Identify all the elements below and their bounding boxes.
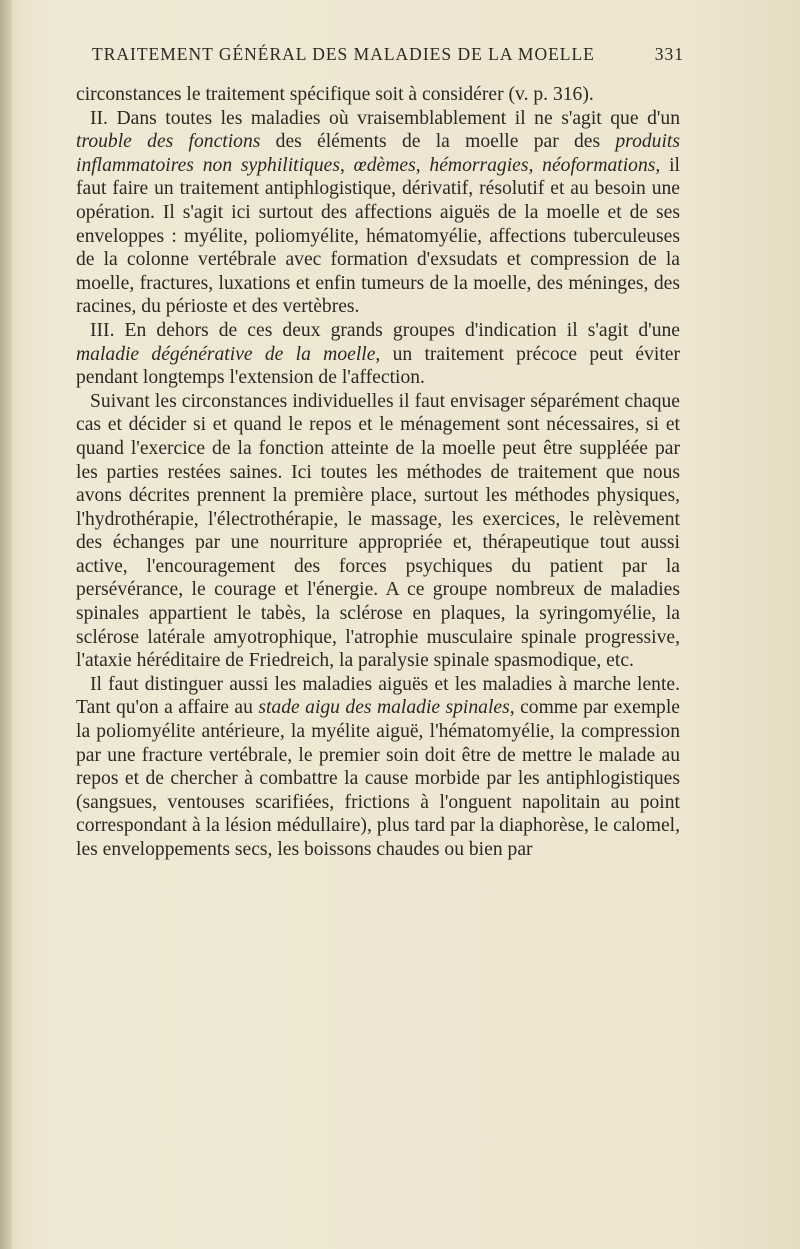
text-run: II. Dans toutes les maladies où vraisemblablement il ne s'agit que d'un [90,107,680,129]
text-run: circonstances le traitement spécifique soit à considérer (v. p. 316). [76,84,594,105]
paragraph-5 [76,673,680,862]
italic-run: produits inflammatoires non syphilitiques, œdèmes, hémorragies, néoformations, [76,131,680,176]
paragraph-1 [76,83,680,107]
text-run: Suivant les circonstances individuelles il faut envisager séparément chaque cas et décider si et quand le repos et le ménagement sont nécessaires, si et quand l'exercice de la fonction atteinte de la moelle peut être suppléée par les parties restées saines. Ici toutes les méthodes de traitement que nous avons décrites prennent la première place, surtout les méthodes physiques, l'hydrothérapie, l'électrothérapie, le massage, les exercices, le relèvement des échanges par une nourriture appropriée et, thérapeutique tout aussi active, l'encouragement des forces psychiques du patient par la persévérance, le courage et l'énergie. A ce groupe nombreux de maladies spinales appartient le tabès, la sclérose en plaques, la syringomyélie, la sclérose latérale amyotrophique, l'atrophie musculaire spinale progressive, l'ataxie héréditaire de Friedreich, la paralysie spinale spasmodique, etc. [76,390,680,672]
text-run: , comme par exemple la poliomyélite antérieure, la myélite aiguë, l'hématomyélie, la compression par une fracture vertébrale, le premier soin doit être de mettre le malade au repos et de chercher à combattre la cause morbide par les antiphlogistiques (sangsues, ventouses scarifiées, frictions à l'onguent napolitain au point correspondant à la lésion médullaire), plus tard par la diaphorèse, le calomel, les enveloppements secs, les boissons chaudes ou bien par [76,697,680,860]
running-header [92,44,684,65]
page-number: 331 [654,44,684,64]
italic-run: stade aigu des maladie spinales [258,697,510,719]
text-run: des éléments de la moelle par des [260,131,616,153]
italic-run: maladie dégénérative de la moelle [76,343,376,365]
paragraph-2 [76,107,680,319]
text-run: il faut faire un traitement antiphlogistique, dérivatif, résolutif et au besoin une opération. Il s'agit ici surtout des affections aiguës de la moelle et de ses enveloppes : myélite, poliomyélite, hématomyélie, affections tuberculeuses de la colonne vertébrale avec formation d'exsudats et compression de la moelle, fractures, luxations et enfin tumeurs de la moelle, des méninges, des racines, du périoste et des vertèbres. [76,154,680,318]
italic-run: trouble des fonctions [76,131,261,153]
paragraph-3 [76,319,680,390]
body-text [76,83,680,862]
running-title: TRAITEMENT GÉNÉRAL DES MALADIES DE LA MOELLE [92,44,595,64]
text-run: Il faut distinguer aussi les maladies aiguës et les maladies à marche lente. Tant qu'on a affaire au [76,673,680,719]
page-binding-edge [0,0,12,1249]
paragraph-4 [76,390,680,673]
text-run: , un traitement précoce peut éviter pendant longtemps l'extension de l'affection. [76,343,680,389]
text-run: III. En dehors de ces deux grands groupes d'indication il s'agit d'une [90,319,680,341]
